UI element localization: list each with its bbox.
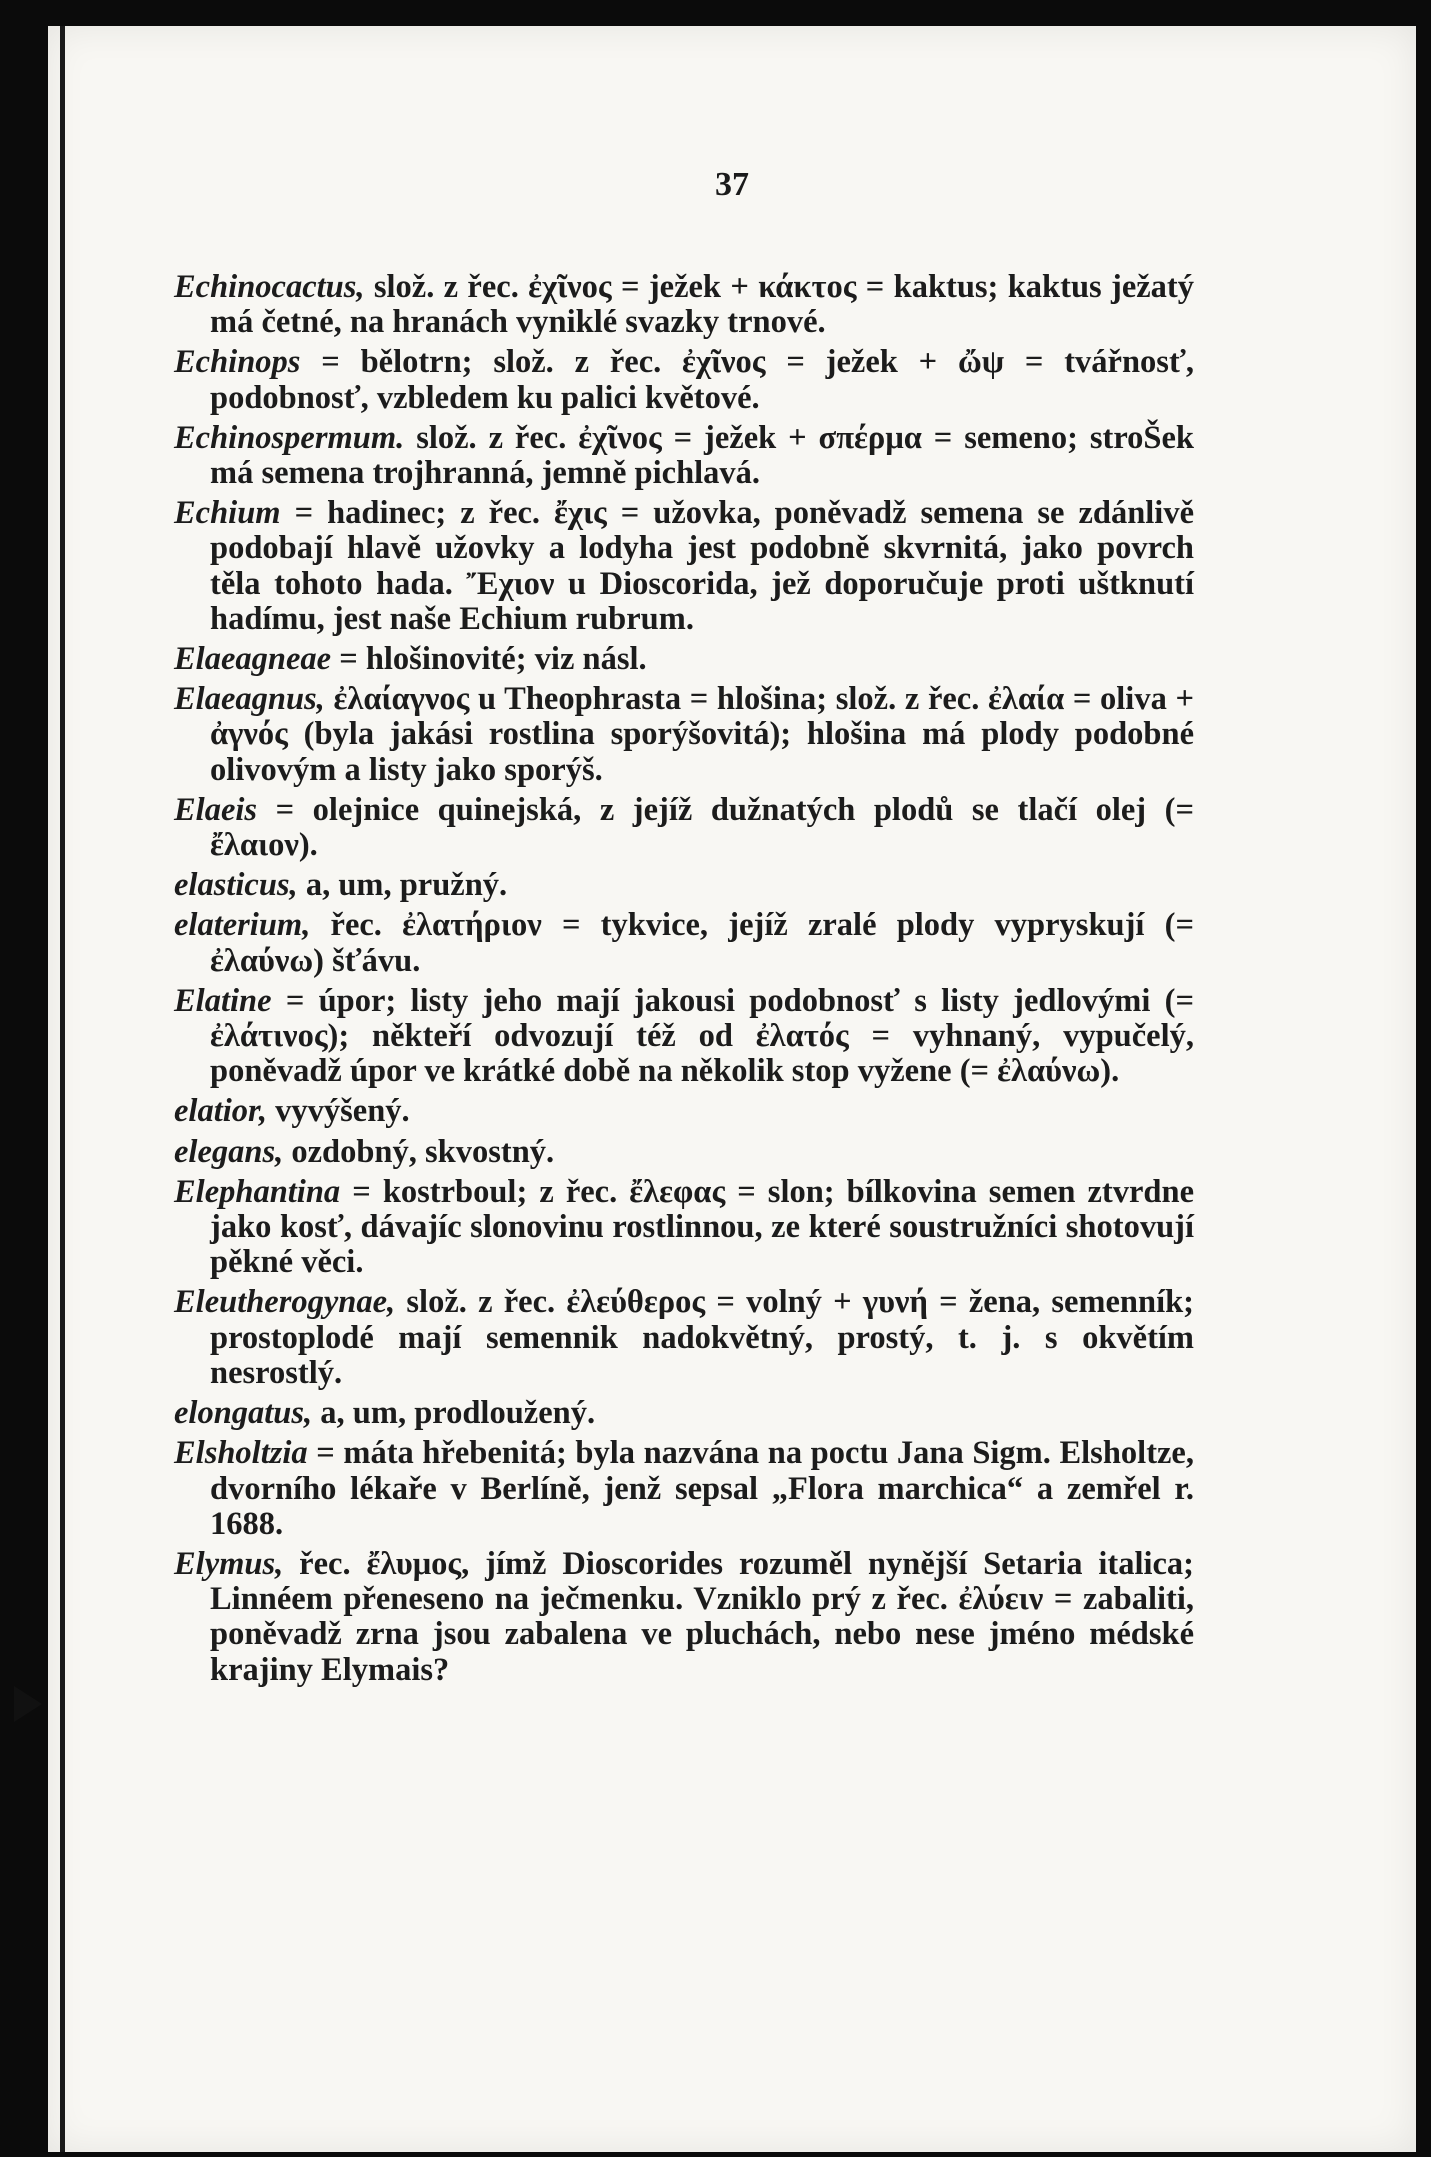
entry-elatior xyxy=(174,1094,1194,1129)
entry-echinocactus xyxy=(174,270,1194,340)
entry-definition: = máta hřebenitá; byla nazvána na poctu Jana Sigm. Elsholtze, dvorního lékaře v Berlíně, jenž sepsal „Flora marchica“ a zemřel r. 1688. xyxy=(210,1435,1194,1542)
entry-echinospermum xyxy=(174,421,1194,491)
entry-headword: Eleutherogynae, xyxy=(174,1284,396,1321)
entry-definition: slož. z řec. ἐχῖνος = ježek + κάκτος = kaktus; kaktus ježatý má četné, na hranách vyniklé svazky trnové. xyxy=(210,269,1194,341)
entry-headword: Echinocactus, xyxy=(174,269,365,305)
entry-echinops xyxy=(174,345,1194,415)
entry-definition: řec. ἐλατήριον = tykvice, jejíž zralé plody vypryskují (= ἐλαύνω) šťávu. xyxy=(210,907,1194,979)
entry-headword: Echinospermum. xyxy=(174,419,405,456)
entry-headword: Elaeagnus, xyxy=(174,681,325,718)
entry-headword: Elephantina xyxy=(174,1173,341,1210)
entry-definition: vyvýšený. xyxy=(275,1093,410,1130)
entry-headword: elegans, xyxy=(174,1133,284,1170)
binding-edge-line xyxy=(60,26,65,2152)
entry-definition: = bělotrn; slož. z řec. ἐχῖνος = ježek + ὤψ = tvářnosť, podobnosť, vzbledem ku palici květové. xyxy=(210,344,1195,416)
entry-headword: elaterium, xyxy=(174,907,311,944)
entry-definition: řec. ἔλυμος, jímž Dioscorides rozuměl nynější Setaria italica; Linnéem přeneseno na ječmenku. Vzniklo prý z řec. ἐλύειν = zabaliti, poněvadž zrna jsou zabalena ve pluchách, nebo nese jméno médské krajiny Elymais? xyxy=(210,1545,1195,1688)
entry-headword: Elsholtzia xyxy=(174,1435,308,1472)
entry-eleutherogynae xyxy=(174,1285,1194,1391)
entry-definition: slož. z řec. ἐχῖνος = ježek + σπέρμα = semeno; stroŠek má semena trojhranná, jemně pichlavá. xyxy=(210,419,1194,492)
entry-headword: elatior, xyxy=(174,1093,267,1130)
entry-elymus xyxy=(174,1547,1194,1688)
entry-definition: a, um, pružný. xyxy=(305,867,508,904)
entry-elsholtzia xyxy=(174,1436,1194,1542)
entry-elaeagneae xyxy=(174,642,1194,677)
entry-definition: = hlošinovité; viz násl. xyxy=(339,641,647,678)
entry-definition: = kostrboul; z řec. ἔλεφας = slon; bílkovina semen ztvrdne jako kosť, dávajíc slonovinu rostlinnou, ze které soustružníci shotovují pěkné věci. xyxy=(210,1173,1195,1281)
entry-definition: = hadinec; z řec. ἔχις = užovka, poněvadž semena se zdánlivě podobají hlavě užovky a lodyha jest podobně skvrnitá, jako povrch těla tohoto hada. Ἔχιον u Dioscorida, jež doporučuje proti uštknutí hadímu, jest naše Echium rubrum. xyxy=(210,495,1195,637)
margin-arrow-mark xyxy=(14,1686,42,1722)
entry-elongatus xyxy=(174,1396,1194,1431)
entry-headword: Echinops xyxy=(174,344,301,381)
entry-echium xyxy=(174,496,1194,637)
entry-definition: ἐλαίαγνος u Theophrasta = hlošina; slož. z řec. ἐλαία = oliva + ἀγνός (byla jakási rostlina sporýšovitá); hlošina má plody podobné olivovým a listy jako sporýš. xyxy=(210,681,1195,788)
entry-headword: Elatine xyxy=(174,982,272,1019)
entry-elegans xyxy=(174,1135,1194,1170)
dictionary-entries xyxy=(174,270,1194,1693)
page-number: 37 xyxy=(715,166,749,203)
entry-headword: Echium xyxy=(174,495,281,532)
entry-headword: Elymus, xyxy=(174,1545,284,1582)
entry-elaeis xyxy=(174,793,1194,863)
entry-definition: slož. z řec. ἐλεύθερος = volný + γυνή = žena, semenník; prostoplodé mají semennik nadokvětný, prostý, t. j. s okvětím nesrostlý. xyxy=(210,1284,1194,1391)
entry-elatine xyxy=(174,984,1194,1090)
entry-headword: Elaeagneae xyxy=(174,641,332,678)
entry-elephantina xyxy=(174,1175,1194,1281)
entry-headword: elongatus, xyxy=(174,1395,313,1432)
entry-elasticus xyxy=(174,868,1194,903)
entry-elaeagnus xyxy=(174,682,1194,788)
entry-elaterium xyxy=(174,908,1194,978)
entry-definition: = olejnice quinejská, z jejíž dužnatých plodů se tlačí olej (= ἔλαιον). xyxy=(210,791,1195,864)
entry-headword: Elaeis xyxy=(174,791,258,828)
entry-headword: elasticus, xyxy=(174,867,298,904)
page-sheet xyxy=(48,26,1416,2152)
entry-definition: ozdobný, skvostný. xyxy=(291,1133,555,1170)
entry-definition: = úpor; listy jeho mají jakousi podobnosť s listy jedlovými (= ἐλάτινος); někteří odvozují též od ἐλατός = vyhnaný, vypučelý, poněvadž úpor ve krátké době na několik stop vyžene (= ἐλαύνω). xyxy=(210,982,1195,1090)
entry-definition: a, um, prodloužený. xyxy=(320,1395,596,1432)
